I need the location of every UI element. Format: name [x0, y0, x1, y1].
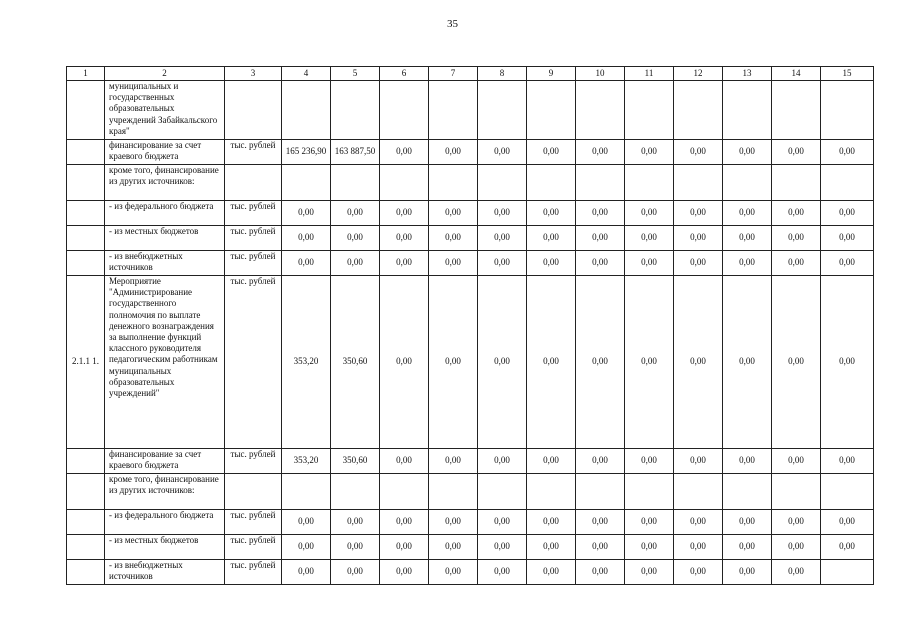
- row-name: Мероприятие "Администрирование государственного полномочия по выплате денежного вознаграждения за выполнение функций классного руководителя педагогическим работникам муниципальных образовательных учреждений": [105, 276, 225, 449]
- row-code: [67, 474, 105, 510]
- table-row: [67, 474, 874, 510]
- value-cell: 0,00: [478, 226, 527, 251]
- row-unit: тыс. рублей: [225, 201, 282, 226]
- value-cell: [821, 474, 874, 510]
- value-cell: 0,00: [723, 226, 772, 251]
- row-unit: [225, 474, 282, 510]
- row-name: - из местных бюджетов: [105, 226, 225, 251]
- value-cell: 0,00: [674, 140, 723, 165]
- header-cell: 9: [527, 67, 576, 81]
- value-cell: 0,00: [478, 560, 527, 585]
- value-cell: 0,00: [723, 201, 772, 226]
- header-cell: 13: [723, 67, 772, 81]
- value-cell: 0,00: [282, 510, 331, 535]
- value-cell: 0,00: [429, 449, 478, 474]
- value-cell: 0,00: [674, 560, 723, 585]
- value-cell: 0,00: [576, 276, 625, 449]
- header-cell: 8: [478, 67, 527, 81]
- value-cell: 0,00: [478, 449, 527, 474]
- value-cell: 0,00: [331, 226, 380, 251]
- value-cell: 0,00: [282, 560, 331, 585]
- value-cell: 0,00: [625, 276, 674, 449]
- row-unit: тыс. рублей: [225, 276, 282, 449]
- value-cell: 0,00: [527, 201, 576, 226]
- value-cell: 0,00: [576, 535, 625, 560]
- table-row: [67, 510, 874, 535]
- value-cell: 0,00: [282, 226, 331, 251]
- value-cell: [772, 474, 821, 510]
- table-row: [67, 560, 874, 585]
- value-cell: 0,00: [380, 251, 429, 276]
- value-cell: [674, 81, 723, 140]
- row-code: [67, 81, 105, 140]
- row-code: [67, 449, 105, 474]
- row-unit: тыс. рублей: [225, 140, 282, 165]
- value-cell: 0,00: [429, 510, 478, 535]
- value-cell: 0,00: [478, 276, 527, 449]
- value-cell: [380, 474, 429, 510]
- value-cell: 0,00: [821, 251, 874, 276]
- row-code: [67, 201, 105, 226]
- value-cell: 0,00: [625, 226, 674, 251]
- table-row: [67, 276, 874, 449]
- value-cell: [772, 165, 821, 201]
- header-cell: 15: [821, 67, 874, 81]
- value-cell: [821, 165, 874, 201]
- value-cell: [380, 81, 429, 140]
- value-cell: 0,00: [723, 510, 772, 535]
- value-cell: [674, 165, 723, 201]
- value-cell: 0,00: [282, 535, 331, 560]
- value-cell: 0,00: [527, 140, 576, 165]
- value-cell: [821, 560, 874, 585]
- row-name: - из федерального бюджета: [105, 201, 225, 226]
- value-cell: 0,00: [478, 201, 527, 226]
- value-cell: [331, 474, 380, 510]
- value-cell: 0,00: [478, 535, 527, 560]
- value-cell: 0,00: [723, 140, 772, 165]
- value-cell: [723, 474, 772, 510]
- budget-table: [66, 66, 874, 585]
- row-name: кроме того, финансирование из других источников:: [105, 165, 225, 201]
- value-cell: 0,00: [331, 201, 380, 226]
- value-cell: 350,60: [331, 449, 380, 474]
- value-cell: 0,00: [674, 226, 723, 251]
- table-row: [67, 201, 874, 226]
- row-unit: [225, 81, 282, 140]
- row-unit: тыс. рублей: [225, 449, 282, 474]
- value-cell: 0,00: [380, 510, 429, 535]
- value-cell: 0,00: [380, 560, 429, 585]
- row-code: [67, 140, 105, 165]
- value-cell: [625, 81, 674, 140]
- value-cell: [331, 165, 380, 201]
- value-cell: 0,00: [772, 201, 821, 226]
- row-unit: тыс. рублей: [225, 510, 282, 535]
- value-cell: 0,00: [723, 251, 772, 276]
- value-cell: 0,00: [674, 276, 723, 449]
- value-cell: 0,00: [772, 226, 821, 251]
- row-code: [67, 251, 105, 276]
- value-cell: 0,00: [380, 276, 429, 449]
- row-unit: тыс. рублей: [225, 251, 282, 276]
- value-cell: [576, 81, 625, 140]
- row-name: муниципальных и государственных образовательных учреждений Забайкальского края": [105, 81, 225, 140]
- table-row: [67, 140, 874, 165]
- value-cell: 0,00: [576, 201, 625, 226]
- row-name: - из федерального бюджета: [105, 510, 225, 535]
- row-unit: [225, 165, 282, 201]
- value-cell: [821, 81, 874, 140]
- table-row: [67, 449, 874, 474]
- value-cell: [576, 474, 625, 510]
- value-cell: 0,00: [527, 226, 576, 251]
- value-cell: [478, 474, 527, 510]
- value-cell: [527, 81, 576, 140]
- value-cell: 0,00: [625, 449, 674, 474]
- value-cell: 0,00: [380, 449, 429, 474]
- value-cell: 0,00: [527, 510, 576, 535]
- value-cell: 0,00: [576, 449, 625, 474]
- table-row: [67, 535, 874, 560]
- value-cell: 0,00: [821, 276, 874, 449]
- value-cell: 0,00: [478, 251, 527, 276]
- value-cell: [772, 81, 821, 140]
- value-cell: 0,00: [331, 251, 380, 276]
- value-cell: [576, 165, 625, 201]
- value-cell: 0,00: [429, 226, 478, 251]
- value-cell: 350,60: [331, 276, 380, 449]
- header-row: [67, 67, 874, 81]
- value-cell: 0,00: [380, 140, 429, 165]
- value-cell: 0,00: [821, 449, 874, 474]
- value-cell: [674, 474, 723, 510]
- table-row: [67, 226, 874, 251]
- value-cell: 0,00: [527, 449, 576, 474]
- value-cell: 0,00: [527, 276, 576, 449]
- value-cell: 0,00: [576, 226, 625, 251]
- table-row: [67, 165, 874, 201]
- value-cell: 163 887,50: [331, 140, 380, 165]
- value-cell: 0,00: [576, 251, 625, 276]
- value-cell: [331, 81, 380, 140]
- value-cell: 0,00: [723, 449, 772, 474]
- header-cell: 1: [67, 67, 105, 81]
- header-cell: 10: [576, 67, 625, 81]
- value-cell: [478, 81, 527, 140]
- row-code: [67, 510, 105, 535]
- row-name: - из внебюджетных источников: [105, 560, 225, 585]
- header-cell: 11: [625, 67, 674, 81]
- row-name: - из внебюджетных источников: [105, 251, 225, 276]
- value-cell: 0,00: [625, 140, 674, 165]
- value-cell: 0,00: [380, 535, 429, 560]
- value-cell: 0,00: [478, 140, 527, 165]
- row-name: финансирование за счет краевого бюджета: [105, 449, 225, 474]
- value-cell: 353,20: [282, 449, 331, 474]
- value-cell: 0,00: [576, 560, 625, 585]
- value-cell: 0,00: [331, 560, 380, 585]
- row-name: финансирование за счет краевого бюджета: [105, 140, 225, 165]
- value-cell: 0,00: [625, 201, 674, 226]
- value-cell: 0,00: [723, 276, 772, 449]
- page-number: 35: [447, 18, 458, 30]
- value-cell: 0,00: [772, 510, 821, 535]
- value-cell: 0,00: [576, 140, 625, 165]
- value-cell: 0,00: [478, 510, 527, 535]
- value-cell: 0,00: [429, 535, 478, 560]
- value-cell: 0,00: [821, 201, 874, 226]
- value-cell: 353,20: [282, 276, 331, 449]
- value-cell: 0,00: [674, 201, 723, 226]
- value-cell: 0,00: [772, 276, 821, 449]
- value-cell: 0,00: [772, 140, 821, 165]
- value-cell: 0,00: [723, 560, 772, 585]
- value-cell: 0,00: [772, 449, 821, 474]
- value-cell: 0,00: [625, 535, 674, 560]
- value-cell: 0,00: [674, 251, 723, 276]
- value-cell: 0,00: [821, 226, 874, 251]
- row-name: - из местных бюджетов: [105, 535, 225, 560]
- value-cell: 0,00: [380, 201, 429, 226]
- row-code: [67, 535, 105, 560]
- value-cell: 0,00: [674, 535, 723, 560]
- value-cell: [527, 165, 576, 201]
- value-cell: 0,00: [821, 140, 874, 165]
- value-cell: 0,00: [429, 140, 478, 165]
- row-code: 2.1.1 1.: [67, 276, 105, 449]
- value-cell: [723, 81, 772, 140]
- row-unit: тыс. рублей: [225, 535, 282, 560]
- value-cell: 0,00: [429, 251, 478, 276]
- value-cell: 0,00: [331, 535, 380, 560]
- row-name: кроме того, финансирование из других источников:: [105, 474, 225, 510]
- value-cell: [429, 165, 478, 201]
- value-cell: [282, 81, 331, 140]
- value-cell: 0,00: [772, 251, 821, 276]
- value-cell: 0,00: [429, 560, 478, 585]
- value-cell: 0,00: [674, 449, 723, 474]
- row-code: [67, 560, 105, 585]
- header-cell: 7: [429, 67, 478, 81]
- value-cell: 0,00: [625, 251, 674, 276]
- value-cell: 0,00: [282, 251, 331, 276]
- value-cell: 0,00: [331, 510, 380, 535]
- value-cell: 0,00: [772, 535, 821, 560]
- value-cell: 0,00: [429, 201, 478, 226]
- value-cell: 0,00: [527, 560, 576, 585]
- value-cell: 0,00: [821, 510, 874, 535]
- header-cell: 3: [225, 67, 282, 81]
- value-cell: [282, 165, 331, 201]
- value-cell: [380, 165, 429, 201]
- value-cell: 0,00: [527, 535, 576, 560]
- value-cell: [527, 474, 576, 510]
- header-cell: 14: [772, 67, 821, 81]
- header-cell: 6: [380, 67, 429, 81]
- value-cell: [625, 165, 674, 201]
- value-cell: [723, 165, 772, 201]
- header-cell: 4: [282, 67, 331, 81]
- value-cell: [282, 474, 331, 510]
- row-code: [67, 165, 105, 201]
- value-cell: 0,00: [282, 201, 331, 226]
- header-cell: 5: [331, 67, 380, 81]
- value-cell: 0,00: [674, 510, 723, 535]
- value-cell: 0,00: [772, 560, 821, 585]
- header-cell: 12: [674, 67, 723, 81]
- header-cell: 2: [105, 67, 225, 81]
- value-cell: 0,00: [625, 560, 674, 585]
- table-row: [67, 81, 874, 140]
- row-code: [67, 226, 105, 251]
- value-cell: 0,00: [625, 510, 674, 535]
- row-unit: тыс. рублей: [225, 560, 282, 585]
- value-cell: [429, 474, 478, 510]
- value-cell: 0,00: [576, 510, 625, 535]
- value-cell: 0,00: [429, 276, 478, 449]
- value-cell: 0,00: [723, 535, 772, 560]
- value-cell: 0,00: [821, 535, 874, 560]
- value-cell: 165 236,90: [282, 140, 331, 165]
- row-unit: тыс. рублей: [225, 226, 282, 251]
- value-cell: [625, 474, 674, 510]
- table-row: [67, 251, 874, 276]
- value-cell: 0,00: [527, 251, 576, 276]
- value-cell: [478, 165, 527, 201]
- value-cell: [429, 81, 478, 140]
- value-cell: 0,00: [380, 226, 429, 251]
